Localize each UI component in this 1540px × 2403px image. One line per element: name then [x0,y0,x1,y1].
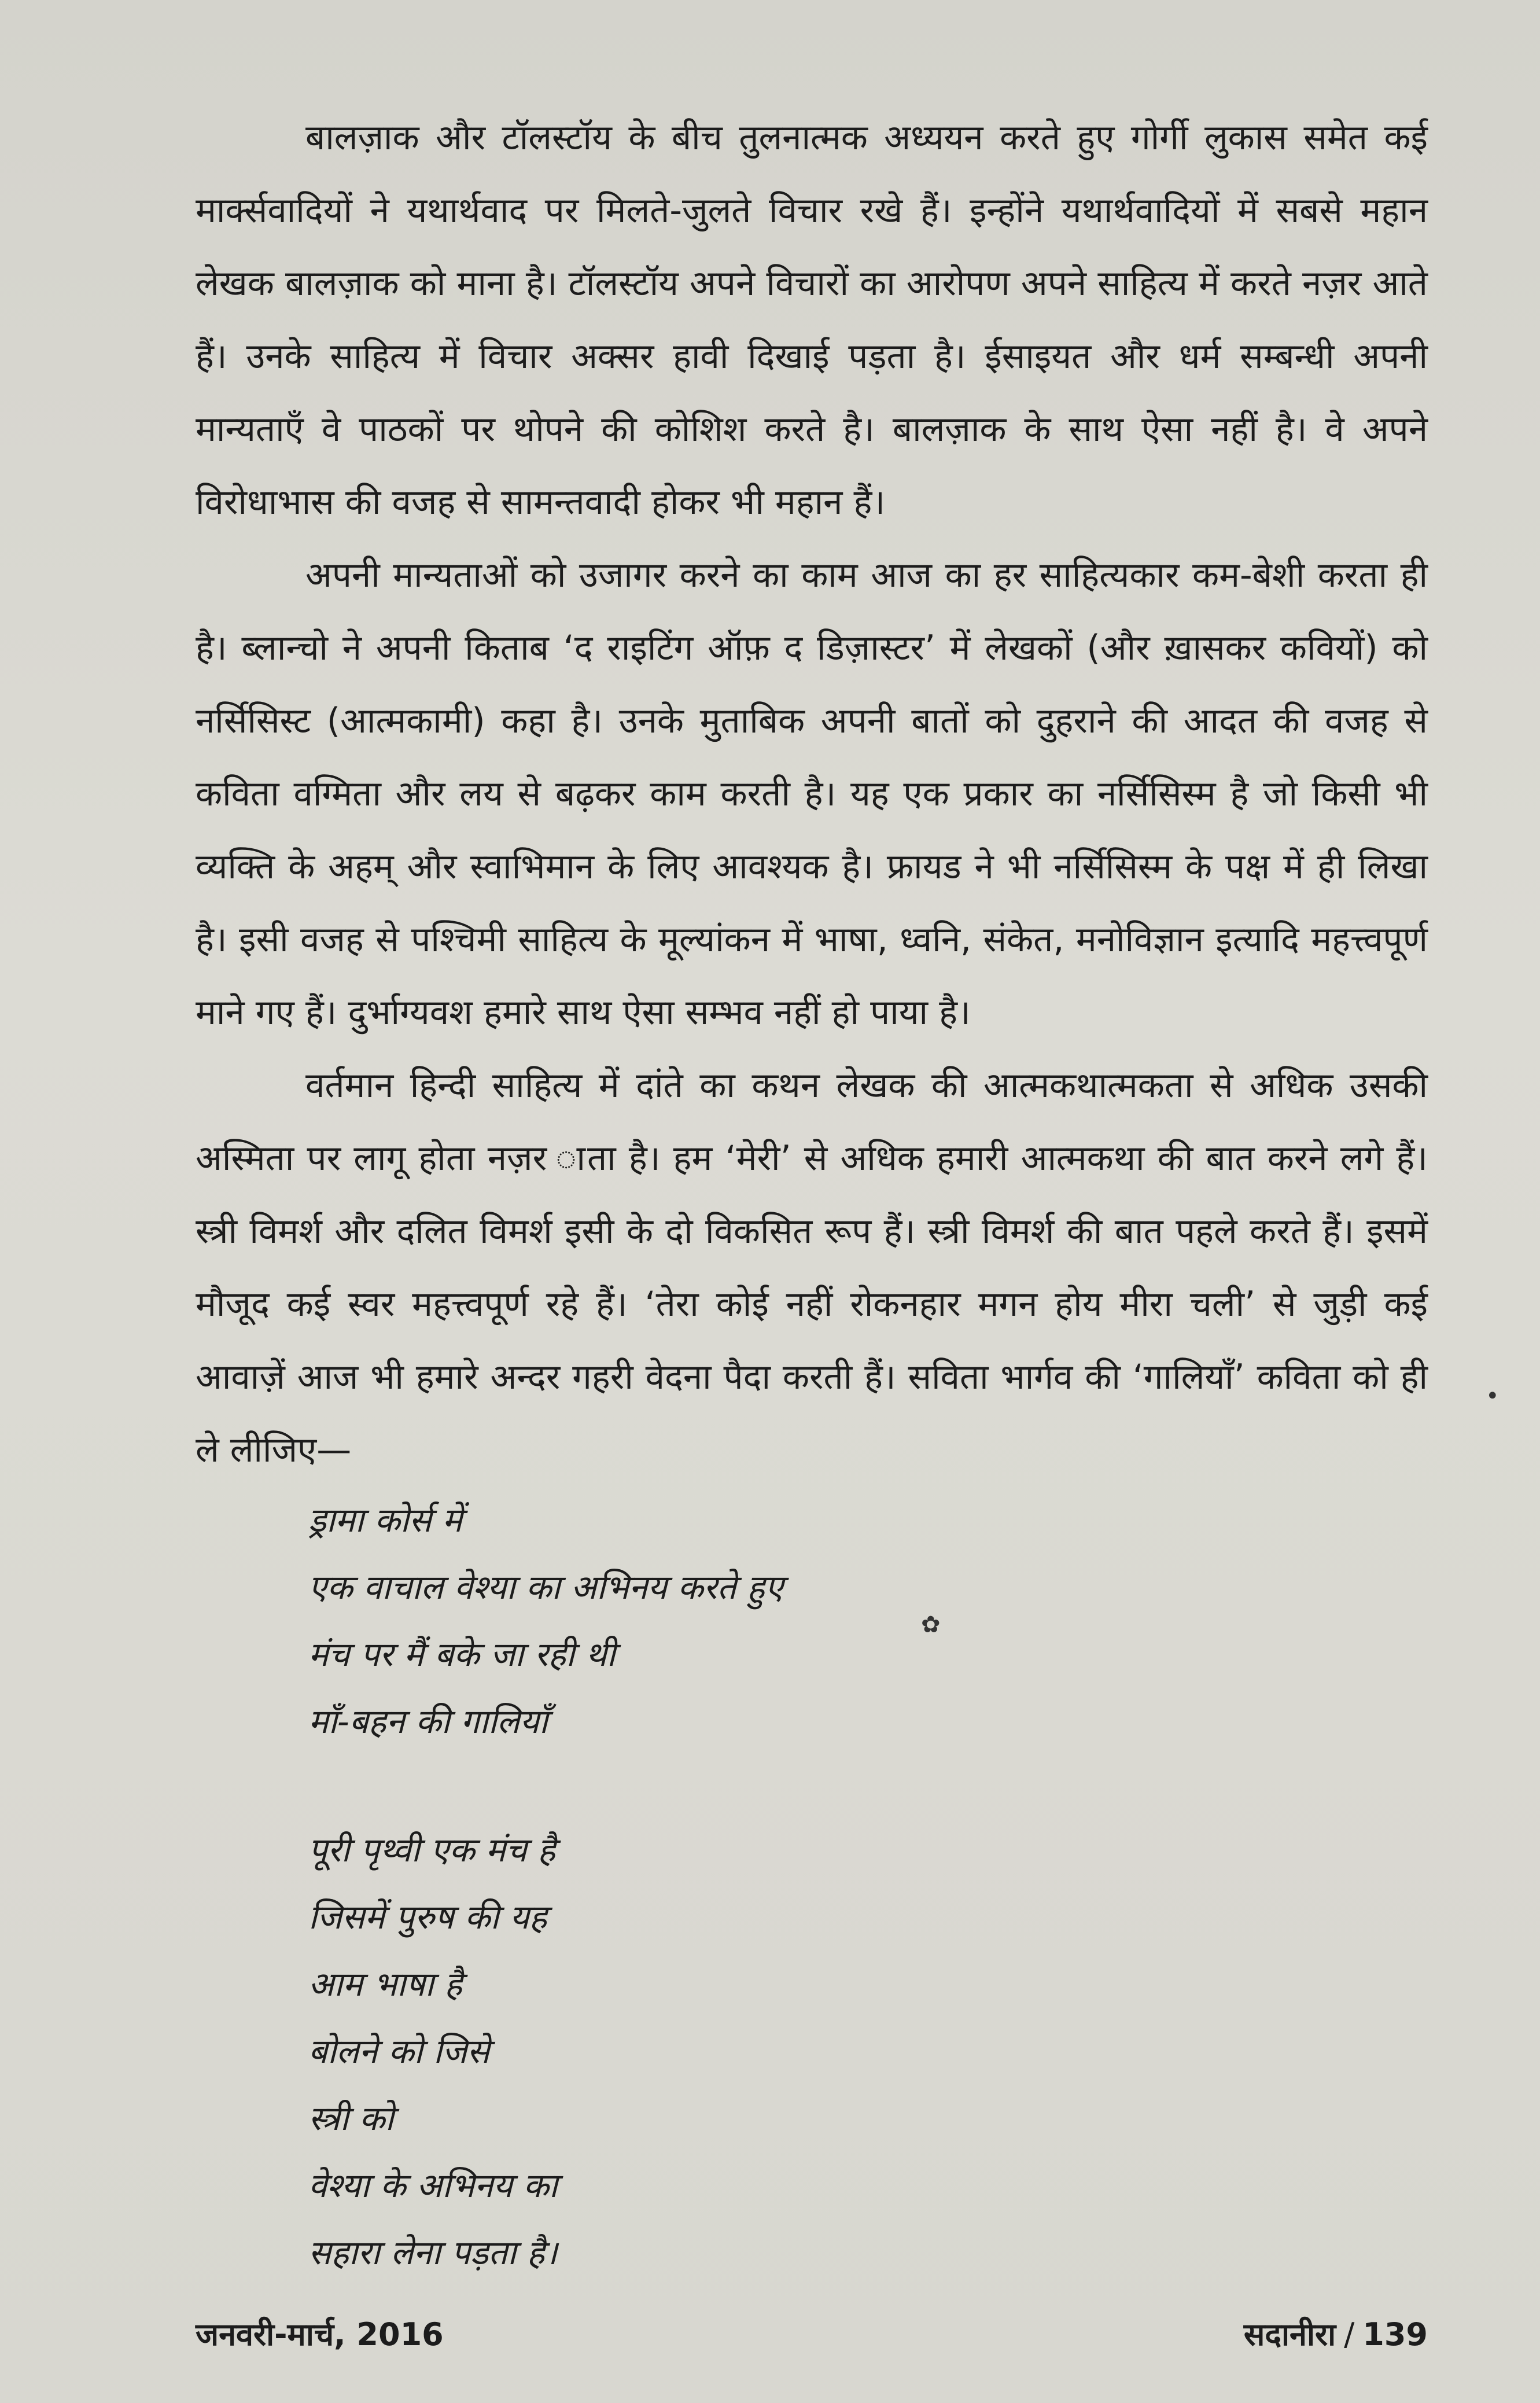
poem-line: बोलने को जिसे [308,2032,490,2071]
poem-stanza-2 [308,1816,1428,2286]
magazine-name: सदानीरा [1243,2316,1336,2353]
paragraph-2: अपनी मान्यताओं को उजागर करने का काम आज का हर साहित्यकार कम-बेशी करता ही है। ब्लान्चो ने अपनी किताब ‘द राइटिंग ऑफ़ द डिज़ास्टर’ में लेखकों (और ख़ासकर कवियों) को नर्सिसिस्ट (आत्मकामी) कहा है। उनके मुताबिक अपनी बातों को दुहराने की आदत की वजह से कविता वग्मिता और लय से बढ़कर काम करती है। यह एक प्रकार का नर्सिसिस्म है जो किसी भी व्यक्ति के अहम् और स्वाभिमान के लिए आवश्यक है। फ्रायड ने भी नर्सिसिस्म के पक्ष में ही लिखा है। इसी वजह से पश्चिमी साहित्य के मूल्यांकन में भाषा, ध्वनि, संकेत, मनोविज्ञान इत्यादि महत्त्वपूर्ण माने गए हैं। दुर्भाग्यवश हमारे साथ ऐसा सम्भव नहीं हो पाया है। [196,555,1428,1033]
poem-line: मंच पर मैं बके जा रही थी [308,1635,616,1674]
page-info [1244,2312,1428,2354]
footer-separator: / [1344,2316,1355,2353]
poem-line: माँ-बहन की गालियाँ [308,1702,548,1741]
page-number: 139 [1362,2316,1428,2353]
poem-line: वेश्या के अभिनय का [308,2166,558,2205]
ink-dot-mark: • [1486,1383,1500,1410]
poem-line: ड्रामा कोर्स में [308,1500,463,1540]
poem-line: आम भाषा है [308,1964,462,2004]
article-body [196,101,1428,2286]
issue-date: जनवरी-मार्च, 2016 [196,2316,444,2353]
poem-line: सहारा लेना पड़ता है। [308,2233,558,2272]
paragraph-1: बालज़ाक और टॉलस्टॉय के बीच तुलनात्मक अध्ययन करते हुए गोर्गी लुकास समेत कई मार्क्सवादियों ने यथार्थवाद पर मिलते-जुलते विचार रखे हैं। इन्होंने यथार्थवादियों में सबसे महान लेखक बालज़ाक को माना है। टॉलस्टॉय अपने विचारों का आरोपण अपने साहित्य में करते नज़र आते हैं। उनके साहित्य में विचार अक्सर हावी दिखाई पड़ता है। ईसाइयत और धर्म सम्बन्धी अपनी मान्यताएँ वे पाठकों पर थोपने की कोशिश करते है। बालज़ाक के साथ ऐसा नहीं है। वे अपने विरोधाभास की वजह से सामन्तवादी होकर भी महान हैं। [196,117,1428,522]
poem-line: एक वाचाल वेश्या का अभिनय करते हुए [308,1567,783,1607]
poem-line: जिसमें पुरुष की यह [308,1897,547,1937]
paragraph-3: वर्तमान हिन्दी साहित्य में दांते का कथन लेखक की आत्मकथात्मकता से अधिक उसकी अस्मिता पर लागू होता नज़र ाता है। हम ‘मेरी’ से अधिक हमारी आत्मकथा की बात करने लगे हैं। स्त्री विमर्श और दलित विमर्श इसी के दो विकसित रूप हैं। स्त्री विमर्श की बात पहले करते हैं। इसमें मौजूद कई स्वर महत्त्वपूर्ण रहे हैं। ‘तेरा कोई नहीं रोकनहार मगन होय मीरा चली’ से जुड़ी कई आवाज़ें आज भी हमारे अन्दर गहरी वेदना पैदा करती हैं। सविता भार्गव की ‘गालियाँ’ कविता को ही ले लीजिए— [196,1065,1428,1470]
poem-line: पूरी पृथ्वी एक मंच है [308,1830,555,1870]
ink-flower-mark: ✿ [921,1611,941,1638]
poem-line: स्त्री को [308,2099,394,2138]
page-footer [196,2312,1428,2358]
poem-stanza-1 [308,1486,1428,1755]
poem-quote [196,1486,1428,2286]
